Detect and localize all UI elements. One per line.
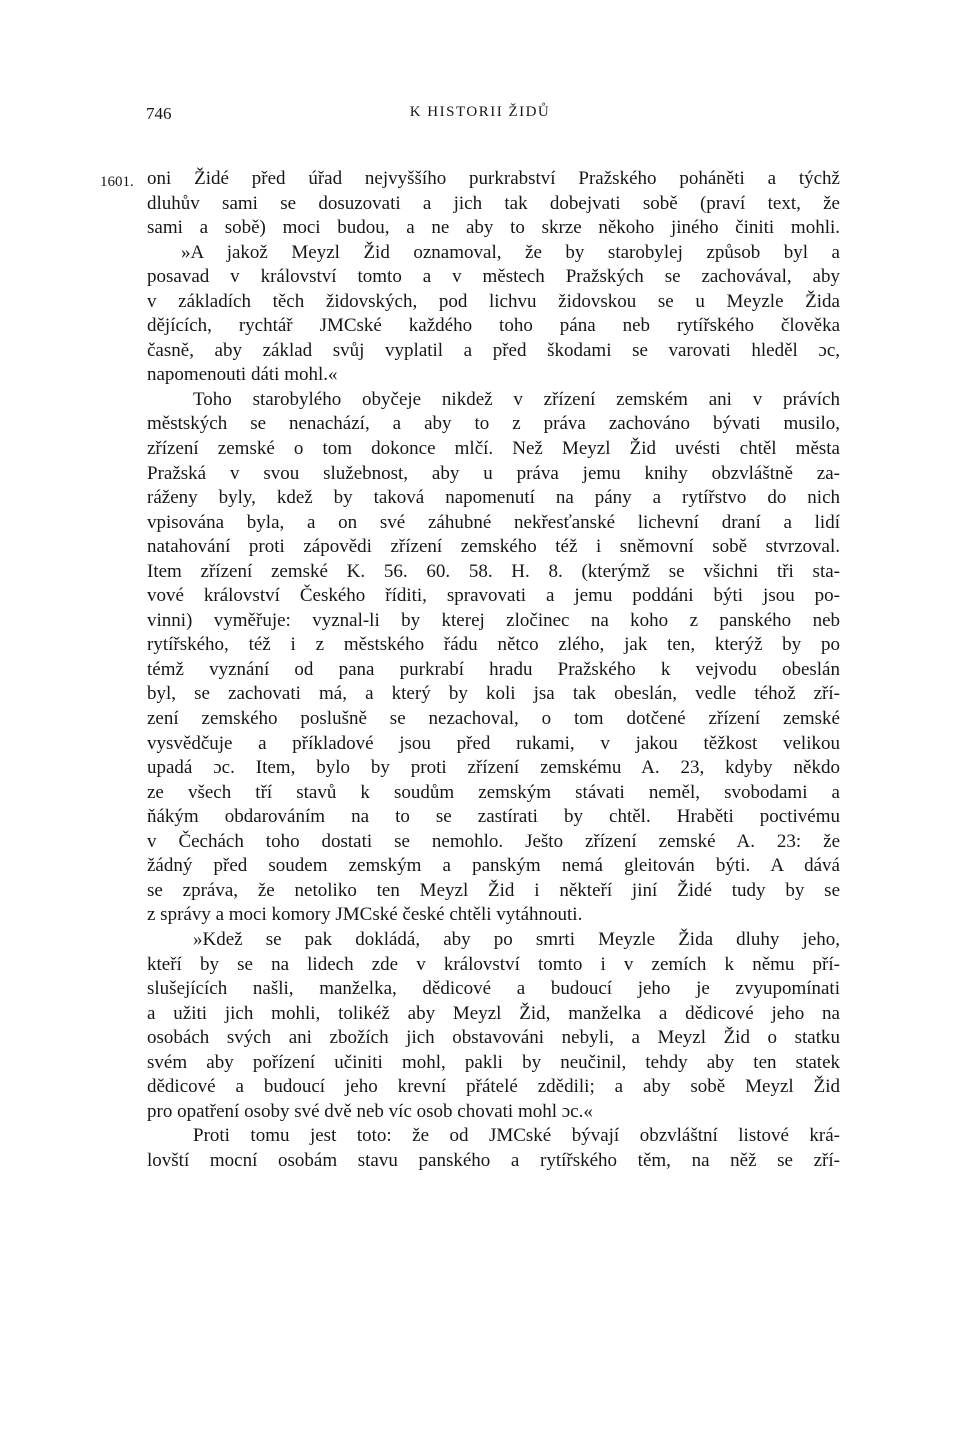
text-line: a užiti jich mohli, tolikéž aby Meyzl Žid, manželka a dědicové jeho na: [147, 1002, 840, 1024]
text-line: byl, se zachovati má, a který by koli jsa tak obeslán, vedle téhož zří-: [147, 683, 840, 705]
margin-year-note: 1601.: [100, 174, 134, 190]
text-line: vové království Českého říditi, spravovati a jemu poddáni býti jsou po-: [147, 585, 840, 607]
text-line: napomenouti dáti mohl.«: [147, 364, 338, 386]
text-line: zřízení zemské o tom dokonce mlčí. Než Meyzl Žid uvésti chtěl města: [147, 438, 840, 460]
text-line: kteří by se na lidech zde v království tomto i v zemích k němu pří-: [147, 953, 840, 975]
text-line: slušejících našli, manželka, dědicové a budoucí jeho je zvyupomínati: [147, 978, 840, 1000]
text-line: časně, aby základ svůj vyplatil a před škodami se varovati hleděl ɔc,: [147, 339, 840, 361]
text-line: žádný před soudem zemským a panským nemá gleitován býti. A dává: [147, 855, 840, 877]
text-line: ňákým obdarováním na to se zastírati by chtěl. Hraběti poctivému: [147, 806, 840, 828]
text-line: vinni) vyměřuje: vyznal-li by kterej zločinec na koho z panského neb: [147, 609, 840, 631]
text-line: svém aby pořízení učiniti mohl, pakli by neučinil, tehdy aby ten statek: [147, 1051, 840, 1073]
text-line: se zpráva, že netoliko ten Meyzl Žid i někteří jiní Židé tudy by se: [147, 879, 840, 901]
text-line: »Kdež se pak dokládá, aby po smrti Meyzle Žida dluhy jeho,: [193, 928, 840, 950]
text-line: Item zřízení zemské K. 56. 60. 58. H. 8. (kterýmž se všichni tři sta-: [147, 560, 840, 582]
text-line: rytířského, též i z městského řádu nětco zlého, jak ten, kterýž by po: [147, 634, 840, 656]
text-line: v základích těch židovských, pod lichvu židovskou se u Meyzle Žida: [147, 290, 840, 312]
text-line: sami a sobě) moci budou, a ne aby to skrze někoho jiného činiti mohli.: [147, 217, 840, 239]
running-head: K HISTORII ŽIDŮ: [409, 104, 551, 120]
text-line: dluhův sami se dosuzovati a jich tak dobejvati sobě (praví text, že: [147, 192, 840, 214]
text-line: lovští mocní osobám stavu panského a rytířského těm, na něž se zří-: [147, 1149, 840, 1171]
text-line: ráženy byly, kdež by taková napomenutí na pány a rytířstvo do nich: [147, 487, 840, 509]
text-line: z správy a moci komory JMCské české chtěli vytáhnouti.: [147, 904, 583, 926]
text-line: zení zemského poslušně se nezachoval, o tom dotčené zřízení zemské: [147, 708, 840, 730]
text-line: upadá ɔc. Item, bylo by proti zřízení zemskému A. 23, kdyby někdo: [147, 757, 840, 779]
body-text: [147, 167, 840, 1173]
text-line: dějících, rychtář JMCské každého toho pána neb rytířského člověka: [147, 315, 840, 337]
text-line: dědicové a budoucí jeho krevní přátelé zdědili; a aby sobě Meyzl Žid: [147, 1076, 840, 1098]
text-line: pro opatření osoby své dvě neb víc osob chovati mohl ɔc.«: [147, 1100, 593, 1122]
text-line: vpisována byla, a on své záhubné nekřesťanské lichevní draní a lidí: [147, 511, 840, 533]
text-line: Toho starobylého obyčeje nikdež v zřízení zemském ani v právích: [193, 388, 840, 410]
text-line: oni Židé před úřad nejvyššího purkrabství Pražského poháněti a týchž: [147, 168, 840, 189]
text-line: témž vyznání od pana purkrabí hradu Pražského k vejvodu obeslán: [147, 658, 840, 680]
text-line: v Čechách toho dostati se nemohlo. Ješto zřízení zemské A. 23: že: [147, 830, 840, 852]
text-line: městských se nenachází, a aby to z práva zachováno bývati musilo,: [147, 413, 840, 435]
text-line: posavad v království tomto a v městech Pražských se zachovával, aby: [147, 266, 840, 288]
text-line: Pražská v svou služebnost, aby u práva jemu knihy obzvláštně za-: [147, 462, 840, 484]
text-line: »A jakož Meyzl Žid oznamoval, že by starobylej způsob byl a: [181, 241, 840, 263]
page-number: 746: [146, 104, 172, 123]
text-line: Proti tomu jest toto: že od JMCské bývají obzvláštní listové krá-: [193, 1125, 840, 1147]
text-line: ze všech tří stavů k soudům zemským stávati neměl, svobodami a: [147, 781, 840, 803]
text-line: vysvědčuje a příkladové jsou před rukami, v jakou těžkost velikou: [147, 732, 840, 754]
text-line: osobách svých ani zbožích jich obstavováni nebyli, a Meyzl Žid o statku: [147, 1027, 840, 1049]
text-line: natahování proti zápovědi zřízení zemského též i sněmovní sobě stvrzoval.: [147, 536, 840, 558]
